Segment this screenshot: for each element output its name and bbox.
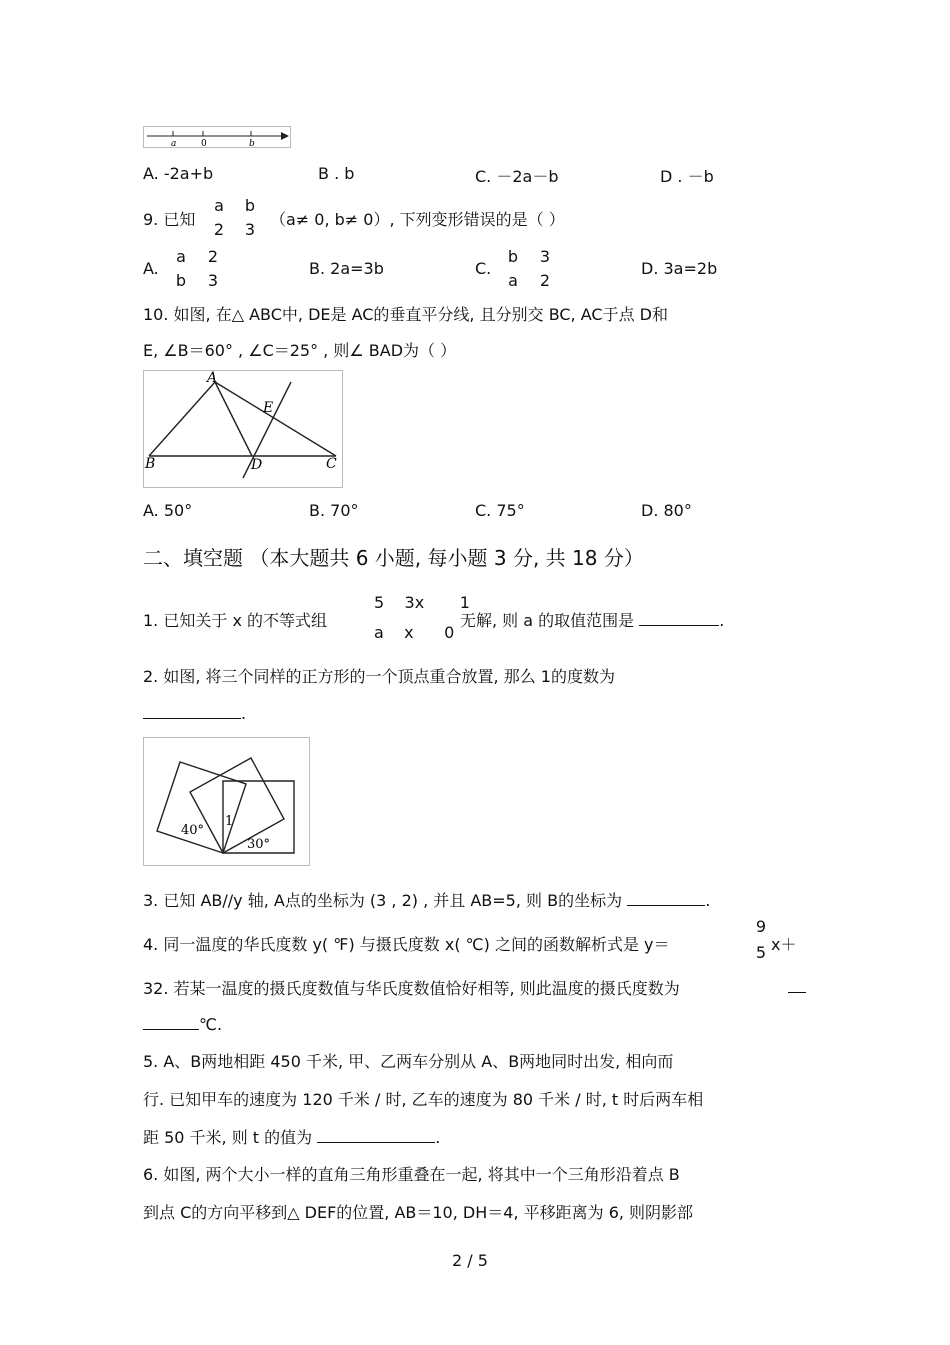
- f3-answer-blank[interactable]: [627, 889, 705, 906]
- q9-option-c-frac1-num: b: [507, 247, 519, 266]
- f4-after: x＋: [771, 935, 797, 954]
- q10-label-a: A: [207, 370, 218, 386]
- q8-option-a: A. -2a+b: [143, 164, 214, 183]
- f4-line2: 32. 若某一温度的摄氏度数值与华氏度数值恰好相等, 则此温度的摄氏度数为: [143, 979, 680, 998]
- f1-end: .: [719, 611, 725, 630]
- q9-option-c-frac1-den: a: [508, 271, 518, 290]
- q9-given-frac2-den: 3: [244, 220, 256, 239]
- f4-line3: [143, 1013, 222, 1034]
- number-line-label-b: b: [249, 139, 255, 148]
- q10-label-d: D: [251, 457, 263, 473]
- f2-answer-blank[interactable]: [143, 702, 241, 719]
- f1-system-row1: 5 3x 1: [374, 593, 470, 612]
- f5-answer-blank[interactable]: [317, 1126, 435, 1143]
- q9-option-c-frac2-num: 3: [539, 247, 551, 266]
- q10-label-c: C: [326, 456, 337, 472]
- f4-answer-blank-part2[interactable]: [143, 1013, 199, 1030]
- f4-line3-end: ℃.: [199, 1015, 223, 1034]
- f5-line3-text: 距 50 千米, 则 t 的值为: [143, 1128, 313, 1147]
- section2-title: 二、填空题 （本大题共 6 小题, 每小题 3 分, 共 18 分）: [143, 546, 644, 570]
- number-line-label-zero: 0: [201, 139, 207, 148]
- f5-line2: 行. 已知甲车的速度为 120 千米 / 时, 乙车的速度为 80 千米 / 时, t 时后两车相: [143, 1090, 704, 1109]
- f4-line1: 4. 同一温度的华氏度数 y( ℉) 与摄氏度数 x( ℃) 之间的函数解析式是 y＝: [143, 935, 670, 954]
- f3-text: 3. 已知 AB//y 轴, A点的坐标为 (3 , 2) , 并且 AB=5, 则 B的坐标为: [143, 891, 623, 910]
- q8-option-c: C. －2a－b: [475, 167, 559, 186]
- f1-suffix: [460, 608, 724, 631]
- q9-given-frac1-num: a: [214, 196, 224, 215]
- q9-option-a-frac1-den: b: [175, 271, 187, 290]
- f3-end: .: [705, 891, 711, 910]
- number-line-label-a: a: [171, 139, 177, 148]
- q9-suffix: （a≠ 0, b≠ 0）, 下列变形错误的是（ ）: [270, 210, 565, 229]
- q9-option-a-label: A.: [143, 259, 159, 278]
- f5-line1: 5. A、B两地相距 450 千米, 甲、乙两车分别从 A、B两地同时出发, 相向而: [143, 1052, 674, 1071]
- number-line-figure: [143, 126, 291, 148]
- q10-option-c: C. 75°: [475, 501, 525, 520]
- q9-given-frac2-num: b: [244, 196, 256, 215]
- f6-line2: 到点 C的方向平移到△ DEF的位置, AB＝10, DH＝4, 平移距离为 6, 则阴影部: [143, 1203, 694, 1222]
- q10-label-e: E: [263, 400, 274, 416]
- f4-frac-num: 9: [755, 917, 767, 936]
- f2-angle-30: 30°: [247, 837, 271, 852]
- f2-end: .: [241, 704, 247, 723]
- q10-option-b: B. 70°: [309, 501, 359, 520]
- q9-prefix: 9. 已知: [143, 210, 196, 229]
- f5-end: .: [435, 1128, 441, 1147]
- f2-line2: [143, 702, 246, 723]
- q9-given-frac1-den: 2: [213, 220, 225, 239]
- f3-line: [143, 888, 710, 911]
- q10-option-a: A. 50°: [143, 501, 193, 520]
- f2-angle-1: 1: [225, 814, 234, 829]
- f2-line1: 2. 如图, 将三个同样的正方形的一个顶点重合放置, 那么 1的度数为: [143, 667, 615, 686]
- f4-frac-den: 5: [755, 943, 767, 962]
- f1-suffix-text: 无解, 则 a 的取值范围是: [460, 611, 635, 630]
- q9-option-c-label: C.: [475, 259, 492, 278]
- f1-system-row2: a x 0: [374, 623, 455, 642]
- f5-line3: [143, 1125, 440, 1148]
- f4-answer-blank-part1[interactable]: [788, 976, 806, 993]
- q10-option-d: D. 80°: [641, 501, 692, 520]
- f6-line1: 6. 如图, 两个大小一样的直角三角形重叠在一起, 将其中一个三角形沿着点 B: [143, 1165, 680, 1184]
- q9-option-a-frac2-num: 2: [207, 247, 219, 266]
- f2-angle-40: 40°: [181, 823, 205, 838]
- q10-line2: E, ∠B＝60° , ∠C＝25° , 则∠ BAD为（ ）: [143, 341, 457, 360]
- q9-option-a-frac2-den: 3: [207, 271, 219, 290]
- page-number: 2 / 5: [452, 1251, 488, 1270]
- q8-option-b: B . b: [318, 164, 355, 183]
- f1-answer-blank[interactable]: [639, 609, 719, 626]
- q10-line1: 10. 如图, 在△ ABC中, DE是 AC的垂直平分线, 且分别交 BC, AC于点 D和: [143, 305, 668, 324]
- q9-option-c-frac2-den: 2: [539, 271, 551, 290]
- q10-label-b: B: [145, 456, 156, 472]
- q10-triangle-figure: [143, 370, 343, 488]
- q9-option-b: B. 2a=3b: [309, 259, 384, 278]
- q9-option-d: D. 3a=2b: [641, 259, 718, 278]
- f1-prefix: 1. 已知关于 x 的不等式组: [143, 611, 327, 630]
- q8-option-d: D . －b: [660, 167, 714, 186]
- q9-option-a-frac1-num: a: [176, 247, 186, 266]
- f2-squares-figure: [143, 737, 310, 866]
